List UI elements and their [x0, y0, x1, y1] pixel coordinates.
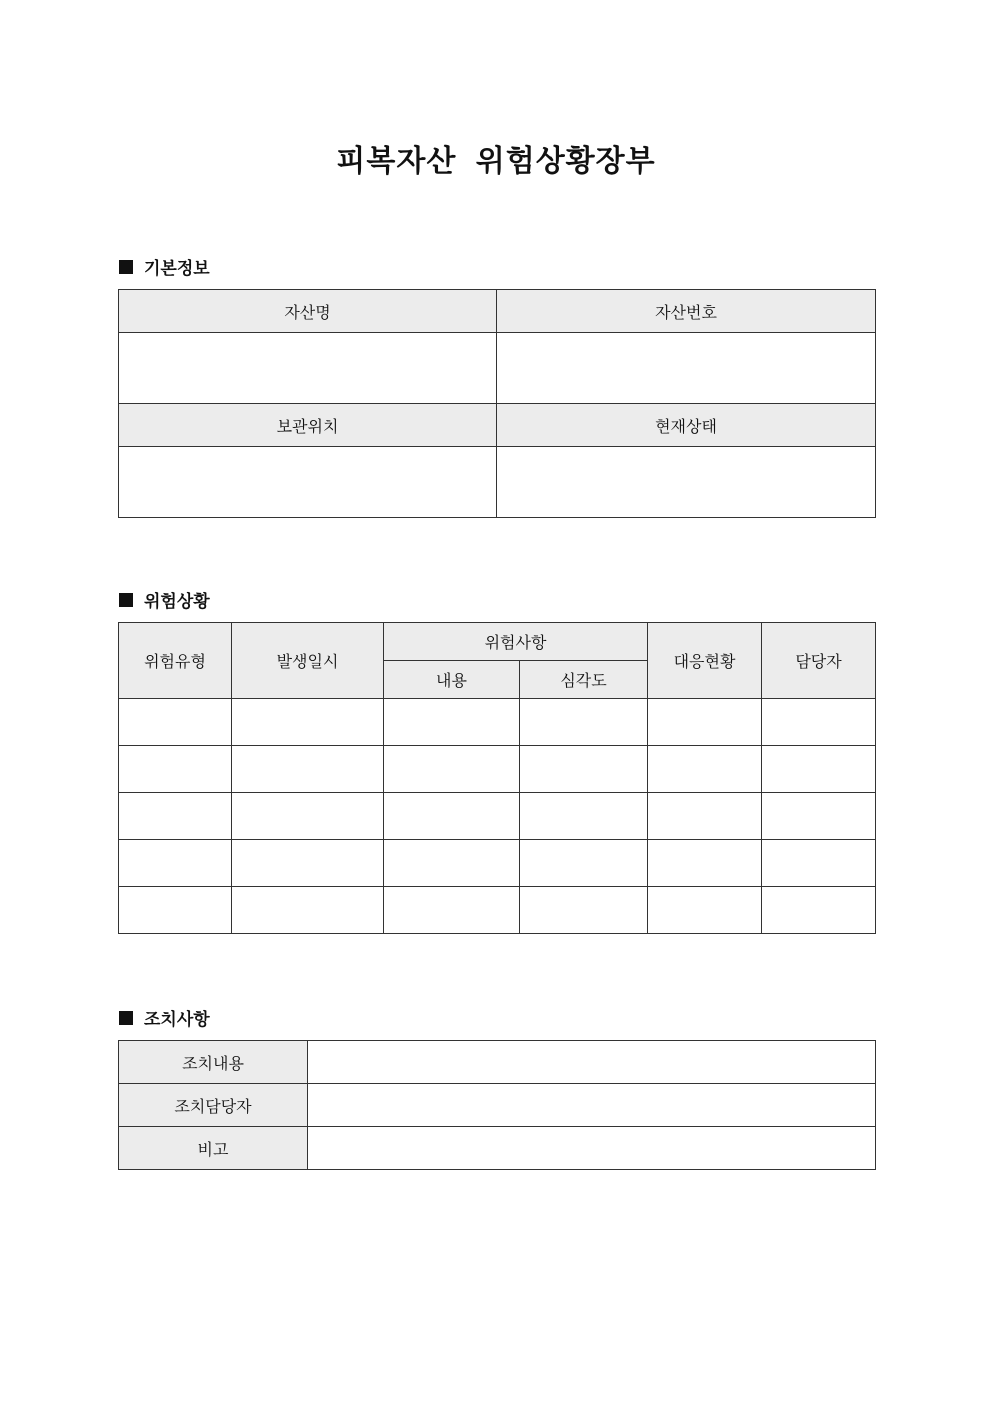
risk-cell[interactable] [232, 746, 384, 793]
square-bullet-icon [119, 260, 133, 274]
risk-cell[interactable] [762, 746, 876, 793]
section-action-title: 조치사항 [144, 1010, 210, 1030]
risk-cell[interactable] [648, 793, 762, 840]
risk-cell[interactable] [520, 699, 648, 746]
table-row [119, 887, 876, 934]
action-manager-field[interactable] [308, 1084, 876, 1127]
section-risk [119, 587, 210, 612]
action-table [118, 1040, 876, 1170]
action-content-label: 조치내용 [119, 1041, 308, 1084]
risk-datetime-header: 발생일시 [232, 623, 384, 699]
risk-cell[interactable] [384, 887, 520, 934]
square-bullet-icon [119, 593, 133, 607]
risk-cell[interactable] [520, 793, 648, 840]
risk-cell[interactable] [520, 840, 648, 887]
risk-cell[interactable] [119, 746, 232, 793]
table-row [119, 840, 876, 887]
action-manager-label: 조치담당자 [119, 1084, 308, 1127]
risk-cell[interactable] [119, 793, 232, 840]
asset-name-field[interactable] [119, 333, 497, 404]
status-label: 현재상태 [497, 404, 876, 447]
risk-cell[interactable] [119, 887, 232, 934]
basic-info-table [118, 289, 876, 518]
risk-cell[interactable] [232, 793, 384, 840]
asset-name-label: 자산명 [119, 290, 497, 333]
risk-content-header: 내용 [384, 661, 520, 699]
risk-table [118, 622, 876, 934]
risk-severity-header: 심각도 [520, 661, 648, 699]
asset-number-field[interactable] [497, 333, 876, 404]
risk-cell[interactable] [232, 699, 384, 746]
risk-cell[interactable] [232, 887, 384, 934]
risk-cell[interactable] [762, 887, 876, 934]
risk-cell[interactable] [520, 746, 648, 793]
location-field[interactable] [119, 447, 497, 518]
action-note-field[interactable] [308, 1127, 876, 1170]
section-risk-title: 위험상황 [144, 592, 210, 612]
risk-cell[interactable] [119, 840, 232, 887]
risk-cell[interactable] [119, 699, 232, 746]
risk-cell[interactable] [648, 887, 762, 934]
risk-cell[interactable] [520, 887, 648, 934]
section-action [119, 1005, 210, 1030]
square-bullet-icon [119, 1011, 133, 1025]
risk-cell[interactable] [384, 699, 520, 746]
status-field[interactable] [497, 447, 876, 518]
section-basic-info [119, 254, 210, 279]
action-note-label: 비고 [119, 1127, 308, 1170]
risk-cell[interactable] [648, 699, 762, 746]
risk-cell[interactable] [762, 840, 876, 887]
risk-cell[interactable] [384, 793, 520, 840]
risk-response-header: 대응현황 [648, 623, 762, 699]
risk-details-header: 위험사항 [384, 623, 648, 661]
risk-cell[interactable] [762, 793, 876, 840]
action-content-field[interactable] [308, 1041, 876, 1084]
section-basic-info-title: 기본정보 [144, 259, 210, 279]
risk-cell[interactable] [384, 840, 520, 887]
risk-cell[interactable] [762, 699, 876, 746]
risk-cell[interactable] [232, 840, 384, 887]
risk-cell[interactable] [648, 746, 762, 793]
location-label: 보관위치 [119, 404, 497, 447]
risk-cell[interactable] [648, 840, 762, 887]
table-row [119, 746, 876, 793]
page-title: 피복자산 위험상황장부 [336, 144, 656, 179]
risk-cell[interactable] [384, 746, 520, 793]
risk-manager-header: 담당자 [762, 623, 876, 699]
asset-number-label: 자산번호 [497, 290, 876, 333]
table-row [119, 699, 876, 746]
risk-type-header: 위험유형 [119, 623, 232, 699]
table-row [119, 793, 876, 840]
